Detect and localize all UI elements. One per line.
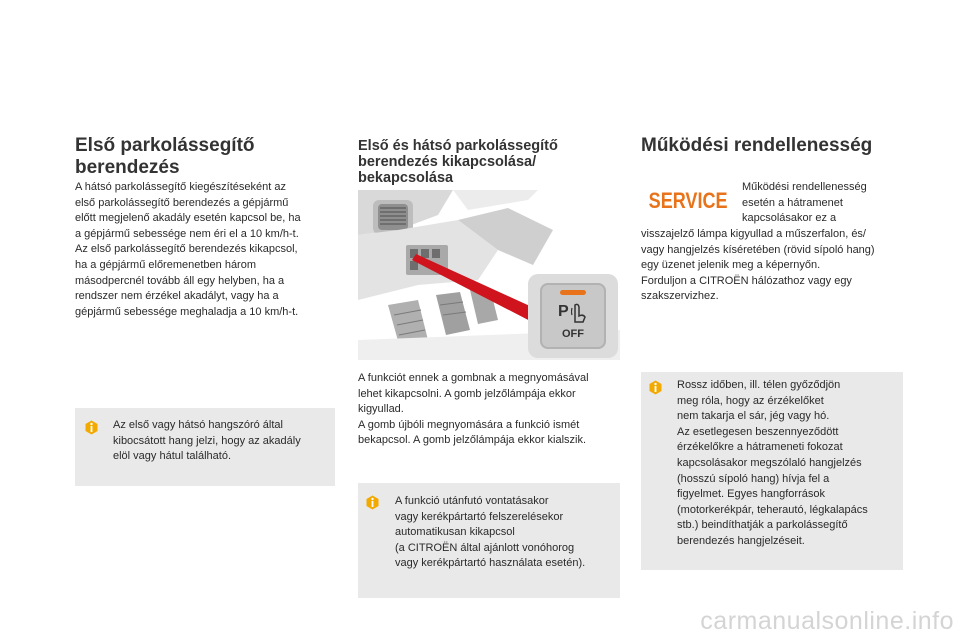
info-note-weather [641,372,903,570]
watermark: carmanualsonline.info [700,607,954,635]
off-label: OFF [562,328,584,340]
indicator-lamp [560,290,586,295]
info-note-speaker [75,408,335,486]
info-icon [366,495,379,510]
section-title-disable-enable: Első és hátsó parkolássegítő berendezés kikapcsolása/ bekapcsolása [358,138,558,186]
info-icon [649,380,662,395]
park-assist-off-button[interactable] [528,274,618,358]
service-label: SERVICE [648,188,728,213]
front-parking-aid-description: A hátsó parkolássegítő kiegészítéseként az első parkolássegítő berendezés a gépjármű előtt megjelenő akadály esetén kapcsol be, ha a gépjármű sebessége nem éri el a 10 km/h-t. Az első parkolássegítő berendezés kikapcsol, ha a gépjármű előremenetben három másodpercnél tovább áll egy helyben, ha a rendszer nem érzékel akadályt, vagy ha a gépjármű sebessége meghaladja a 10 km/h-t. [75,181,301,318]
info-note-text: Rossz időben, ill. télen győződjön meg róla, hogy az érzékelőket nem takarja el sár, jég vagy hó. Az esetlegesen beszennyeződött érzékelőkre a hátrameneti fokozat kapcsolásakor megszólaló hangjelzés (hosszú sípoló hang) hívja fel a figyelmet. Egyes hangforrások (motorkerékpár, teherautó, légkalapács stb.) beindíthatják a parkolássegítő berendezés hangjelzéseit. [677,379,868,547]
hand-sound-icon [571,302,589,324]
info-note-text: Az első vagy hátsó hangszóró által kibocsátott hang jelzi, hogy az akadály elöl vagy hátul található. [113,419,301,463]
section-title-malfunction: Működési rendellenesség [641,135,873,156]
section-title-front-parking-aid: Első parkolássegítő berendezés [75,135,255,178]
disable-enable-description: A funkciót ennek a gombnak a megnyomásával lehet kikapcsolni. A gomb jelzőlámpája ekkor kigyullad. A gomb újbóli megnyomására a funkció ismét bekapcsol. A gomb jelzőlámpája ekkor kialszik. [358,372,589,447]
info-note-towing [358,483,620,598]
service-warning-icon [648,185,728,217]
info-icon [85,420,98,435]
malfunction-description: visszajelző lámpa kigyullad a műszerfalon, és/ vagy hangjelzés kíséretében (rövid sípoló hang) egy üzenet jelenik meg a képernyőn. Forduljon a CITROËN hálózathoz vagy egy szakszervizhez. [641,228,875,303]
button-face [540,283,606,349]
malfunction-intro: Működési rendellenesség esetén a hátramenet kapcsolásakor ez a [742,181,867,225]
info-note-text: A funkció utánfutó vontatásakor vagy kerékpártartó felszerelésekor automatikusan kikapcsol (a CITROËN által ajánlott vonóhorog vagy kerékpártartó használata esetén). [395,495,586,570]
parking-symbol-icon: P [558,303,569,320]
